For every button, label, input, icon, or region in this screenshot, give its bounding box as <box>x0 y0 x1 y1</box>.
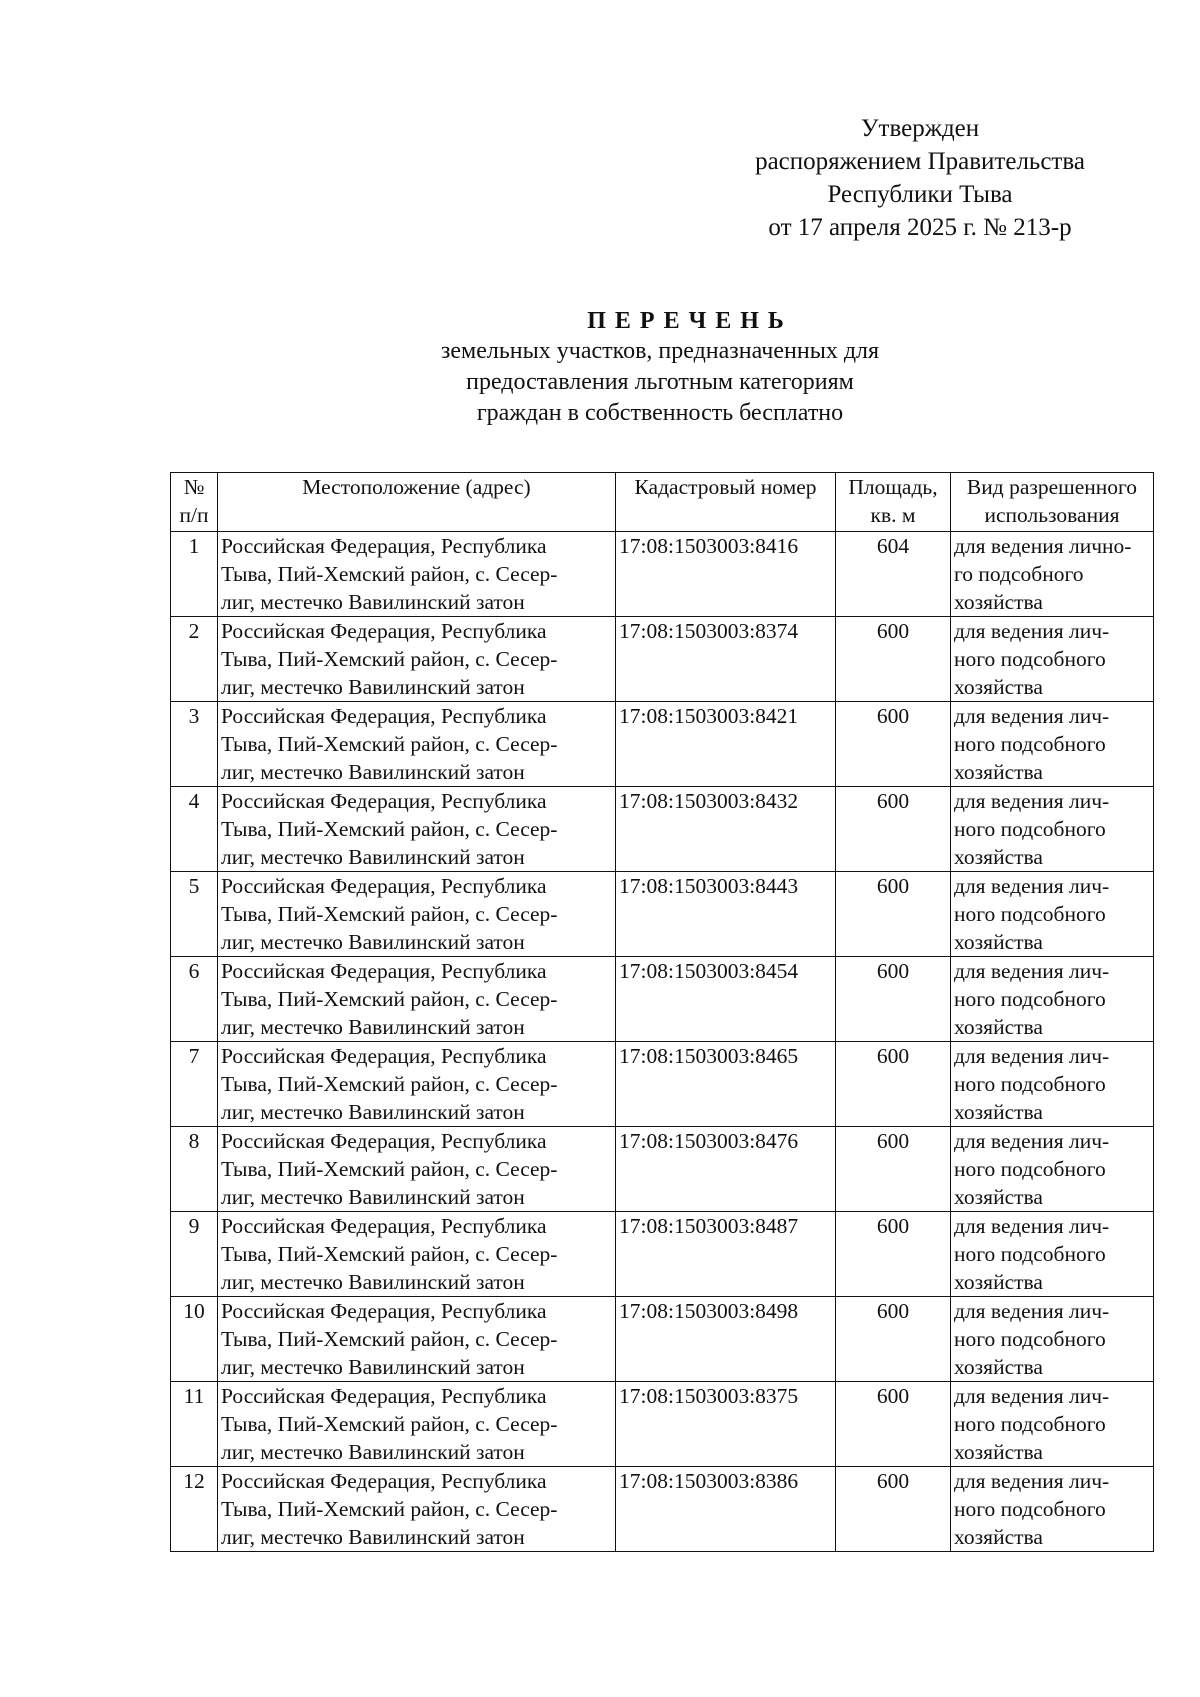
table-row <box>171 1042 1154 1127</box>
row-number: 10 <box>183 1299 205 1323</box>
area-cell <box>836 787 951 872</box>
table-row <box>171 787 1154 872</box>
document-title-block <box>160 306 1160 429</box>
address-line: Российская Федерация, Республика <box>221 619 547 643</box>
permitted-use-line: ного подсобного <box>954 732 1106 756</box>
permitted-use-line: ного подсобного <box>954 902 1106 926</box>
address-line: лиг, местечко Вавилинский затон <box>221 1270 525 1294</box>
row-number-cell <box>171 1042 218 1127</box>
area-value: 600 <box>876 1044 910 1068</box>
permitted-use-line: для ведения лич- <box>954 959 1110 983</box>
table-row <box>171 1212 1154 1297</box>
area-value: 600 <box>876 619 910 643</box>
permitted-use-line: хозяйства <box>954 1100 1043 1124</box>
subtitle-line-1: земельных участков, предназначенных для <box>440 338 880 364</box>
permitted-use-cell <box>951 1467 1154 1552</box>
header-number-line-2: п/п <box>179 503 209 527</box>
table-row <box>171 702 1154 787</box>
approval-block <box>700 112 1140 244</box>
row-number: 12 <box>183 1469 205 1493</box>
subtitle-line-3: граждан в собственность бесплатно <box>476 400 844 426</box>
address-cell <box>218 1042 616 1127</box>
approval-line-date-number: от 17 апреля 2025 г. № 213-р <box>768 214 1072 241</box>
address-line: лиг, местечко Вавилинский затон <box>221 760 525 784</box>
header-permitted-use <box>951 473 1154 532</box>
area-value: 600 <box>876 789 910 813</box>
address-line: Тыва, Пий-Хемский район, с. Сесер- <box>221 817 558 841</box>
area-value: 600 <box>876 874 910 898</box>
cadastral-cell <box>616 1467 836 1552</box>
row-number: 4 <box>188 789 200 813</box>
permitted-use-line: ного подсобного <box>954 1157 1106 1181</box>
area-value: 600 <box>876 1299 910 1323</box>
address-line: Российская Федерация, Республика <box>221 1299 547 1323</box>
row-number: 8 <box>188 1129 200 1153</box>
cadastral-cell <box>616 872 836 957</box>
table-row <box>171 872 1154 957</box>
permitted-use-line: ного подсобного <box>954 1412 1106 1436</box>
permitted-use-line: для ведения лич- <box>954 874 1110 898</box>
header-number-line-1: № <box>183 475 205 499</box>
address-line: Тыва, Пий-Хемский район, с. Сесер- <box>221 902 558 926</box>
permitted-use-line: для ведения лич- <box>954 619 1110 643</box>
permitted-use-line: ного подсобного <box>954 647 1106 671</box>
area-cell <box>836 1297 951 1382</box>
area-cell <box>836 617 951 702</box>
cadastral-number: 17:08:1503003:8443 <box>619 874 799 898</box>
row-number-cell <box>171 787 218 872</box>
permitted-use-line: ного подсобного <box>954 817 1106 841</box>
address-cell <box>218 1297 616 1382</box>
permitted-use-line: ного подсобного <box>954 1242 1106 1266</box>
address-line: лиг, местечко Вавилинский затон <box>221 1185 525 1209</box>
permitted-use-cell <box>951 617 1154 702</box>
permitted-use-line: ного подсобного <box>954 1072 1106 1096</box>
permitted-use-cell <box>951 957 1154 1042</box>
row-number-cell <box>171 532 218 617</box>
row-number-cell <box>171 702 218 787</box>
permitted-use-line: го подсобного <box>954 562 1084 586</box>
address-line: Тыва, Пий-Хемский район, с. Сесер- <box>221 1157 558 1181</box>
address-line: Тыва, Пий-Хемский район, с. Сесер- <box>221 1497 558 1521</box>
address-cell <box>218 1127 616 1212</box>
document-title: ПЕРЕЧЕНЬ <box>587 308 793 334</box>
table-row <box>171 532 1154 617</box>
cadastral-cell <box>616 1042 836 1127</box>
permitted-use-line: для ведения лич- <box>954 1469 1110 1493</box>
permitted-use-line: хозяйства <box>954 675 1043 699</box>
address-line: Российская Федерация, Республика <box>221 1384 547 1408</box>
table-row <box>171 1127 1154 1212</box>
address-line: Российская Федерация, Республика <box>221 874 547 898</box>
address-line: лиг, местечко Вавилинский затон <box>221 1100 525 1124</box>
address-cell <box>218 872 616 957</box>
row-number: 6 <box>188 959 200 983</box>
permitted-use-line: для ведения лич- <box>954 1214 1110 1238</box>
permitted-use-cell <box>951 787 1154 872</box>
cadastral-number: 17:08:1503003:8374 <box>619 619 799 643</box>
cadastral-number: 17:08:1503003:8465 <box>619 1044 799 1068</box>
header-use-line-1: Вид разрешенного <box>966 475 1138 499</box>
header-area-line-2: кв. м <box>870 503 916 527</box>
area-cell <box>836 1467 951 1552</box>
permitted-use-cell <box>951 1127 1154 1212</box>
address-line: Тыва, Пий-Хемский район, с. Сесер- <box>221 1242 558 1266</box>
cadastral-cell <box>616 957 836 1042</box>
cadastral-number: 17:08:1503003:8454 <box>619 959 799 983</box>
row-number: 5 <box>188 874 200 898</box>
row-number-cell <box>171 1127 218 1212</box>
permitted-use-line: хозяйства <box>954 845 1043 869</box>
permitted-use-line: хозяйства <box>954 1440 1043 1464</box>
permitted-use-line: хозяйства <box>954 930 1043 954</box>
row-number-cell <box>171 1297 218 1382</box>
area-value: 600 <box>876 1129 910 1153</box>
cadastral-cell <box>616 787 836 872</box>
address-cell <box>218 957 616 1042</box>
header-cadastral-label: Кадастровый номер <box>634 475 817 499</box>
area-cell <box>836 1212 951 1297</box>
area-cell <box>836 872 951 957</box>
permitted-use-line: для ведения лич- <box>954 1129 1110 1153</box>
permitted-use-cell <box>951 702 1154 787</box>
cadastral-number: 17:08:1503003:8375 <box>619 1384 799 1408</box>
address-line: Тыва, Пий-Хемский район, с. Сесер- <box>221 562 558 586</box>
approval-line-order: распоряжением Правительства <box>755 148 1085 175</box>
permitted-use-line: ного подсобного <box>954 1497 1106 1521</box>
address-cell <box>218 1382 616 1467</box>
cadastral-cell <box>616 1297 836 1382</box>
subtitle-line-2: предоставления льготным категориям <box>466 369 854 395</box>
row-number-cell <box>171 1382 218 1467</box>
address-line: лиг, местечко Вавилинский затон <box>221 845 525 869</box>
document-subtitle <box>160 336 1160 429</box>
land-plots-table <box>170 472 1154 1552</box>
address-line: Российская Федерация, Республика <box>221 704 547 728</box>
header-address <box>218 473 616 532</box>
row-number: 9 <box>188 1214 200 1238</box>
address-line: лиг, местечко Вавилинский затон <box>221 675 525 699</box>
permitted-use-line: для ведения лич- <box>954 704 1110 728</box>
permitted-use-line: ного подсобного <box>954 987 1106 1011</box>
row-number-cell <box>171 872 218 957</box>
address-line: Тыва, Пий-Хемский район, с. Сесер- <box>221 732 558 756</box>
address-line: лиг, местечко Вавилинский затон <box>221 1355 525 1379</box>
address-line: лиг, местечко Вавилинский затон <box>221 930 525 954</box>
permitted-use-cell <box>951 532 1154 617</box>
header-use-line-2: использования <box>984 503 1120 527</box>
row-number-cell <box>171 617 218 702</box>
row-number-cell <box>171 1212 218 1297</box>
row-number: 1 <box>188 534 200 558</box>
approval-line-approved: Утвержден <box>860 115 980 142</box>
permitted-use-line: хозяйства <box>954 1015 1043 1039</box>
table-row <box>171 617 1154 702</box>
permitted-use-cell <box>951 1042 1154 1127</box>
area-value: 600 <box>876 704 910 728</box>
permitted-use-cell <box>951 1297 1154 1382</box>
area-value: 600 <box>876 959 910 983</box>
cadastral-number: 17:08:1503003:8386 <box>619 1469 799 1493</box>
area-cell <box>836 1382 951 1467</box>
table-header-row <box>171 473 1154 532</box>
permitted-use-line: для ведения лич- <box>954 789 1110 813</box>
address-line: Российская Федерация, Республика <box>221 959 547 983</box>
address-line: Тыва, Пий-Хемский район, с. Сесер- <box>221 1412 558 1436</box>
cadastral-cell <box>616 1382 836 1467</box>
cadastral-number: 17:08:1503003:8476 <box>619 1129 799 1153</box>
header-number <box>171 473 218 532</box>
area-value: 604 <box>876 534 910 558</box>
row-number-cell <box>171 1467 218 1552</box>
approval-line-republic: Республики Тыва <box>827 181 1013 208</box>
address-line: Тыва, Пий-Хемский район, с. Сесер- <box>221 1072 558 1096</box>
address-line: Российская Федерация, Республика <box>221 1214 547 1238</box>
area-value: 600 <box>876 1384 910 1408</box>
permitted-use-line: хозяйства <box>954 1270 1043 1294</box>
table-body <box>171 532 1154 1552</box>
address-cell <box>218 1212 616 1297</box>
header-cadastral <box>616 473 836 532</box>
address-line: Российская Федерация, Республика <box>221 1469 547 1493</box>
address-line: лиг, местечко Вавилинский затон <box>221 1440 525 1464</box>
permitted-use-line: для ведения лично- <box>954 534 1132 558</box>
cadastral-cell <box>616 1212 836 1297</box>
table-row <box>171 1382 1154 1467</box>
address-cell <box>218 1467 616 1552</box>
header-address-label: Местоположение (адрес) <box>302 475 531 499</box>
area-value: 600 <box>876 1214 910 1238</box>
area-cell <box>836 702 951 787</box>
area-cell <box>836 957 951 1042</box>
address-line: лиг, местечко Вавилинский затон <box>221 1525 525 1549</box>
address-line: Тыва, Пий-Хемский район, с. Сесер- <box>221 987 558 1011</box>
row-number-cell <box>171 957 218 1042</box>
cadastral-number: 17:08:1503003:8421 <box>619 704 799 728</box>
cadastral-number: 17:08:1503003:8416 <box>619 534 799 558</box>
address-line: Российская Федерация, Республика <box>221 534 547 558</box>
address-cell <box>218 702 616 787</box>
table-row <box>171 1297 1154 1382</box>
area-value: 600 <box>876 1469 910 1493</box>
cadastral-cell <box>616 532 836 617</box>
row-number: 7 <box>188 1044 200 1068</box>
permitted-use-line: хозяйства <box>954 1525 1043 1549</box>
row-number: 3 <box>188 704 200 728</box>
address-line: Российская Федерация, Республика <box>221 1129 547 1153</box>
header-area-line-1: Площадь, <box>848 475 938 499</box>
address-line: Российская Федерация, Республика <box>221 1044 547 1068</box>
address-line: Российская Федерация, Республика <box>221 789 547 813</box>
area-cell <box>836 1042 951 1127</box>
permitted-use-line: для ведения лич- <box>954 1384 1110 1408</box>
address-cell <box>218 532 616 617</box>
cadastral-number: 17:08:1503003:8487 <box>619 1214 799 1238</box>
permitted-use-line: для ведения лич- <box>954 1299 1110 1323</box>
address-cell <box>218 617 616 702</box>
cadastral-number: 17:08:1503003:8498 <box>619 1299 799 1323</box>
area-cell <box>836 1127 951 1212</box>
address-line: лиг, местечко Вавилинский затон <box>221 1015 525 1039</box>
permitted-use-line: хозяйства <box>954 760 1043 784</box>
table-row <box>171 957 1154 1042</box>
permitted-use-cell <box>951 1382 1154 1467</box>
address-line: Тыва, Пий-Хемский район, с. Сесер- <box>221 1327 558 1351</box>
cadastral-cell <box>616 702 836 787</box>
cadastral-number: 17:08:1503003:8432 <box>619 789 799 813</box>
permitted-use-line: ного подсобного <box>954 1327 1106 1351</box>
table-row <box>171 1467 1154 1552</box>
cadastral-cell <box>616 1127 836 1212</box>
permitted-use-line: хозяйства <box>954 1185 1043 1209</box>
area-cell <box>836 532 951 617</box>
cadastral-cell <box>616 617 836 702</box>
permitted-use-cell <box>951 872 1154 957</box>
row-number: 11 <box>183 1384 205 1408</box>
permitted-use-line: для ведения лич- <box>954 1044 1110 1068</box>
address-cell <box>218 787 616 872</box>
permitted-use-cell <box>951 1212 1154 1297</box>
permitted-use-line: хозяйства <box>954 1355 1043 1379</box>
address-line: Тыва, Пий-Хемский район, с. Сесер- <box>221 647 558 671</box>
address-line: лиг, местечко Вавилинский затон <box>221 590 525 614</box>
row-number: 2 <box>188 619 200 643</box>
permitted-use-line: хозяйства <box>954 590 1043 614</box>
header-area <box>836 473 951 532</box>
